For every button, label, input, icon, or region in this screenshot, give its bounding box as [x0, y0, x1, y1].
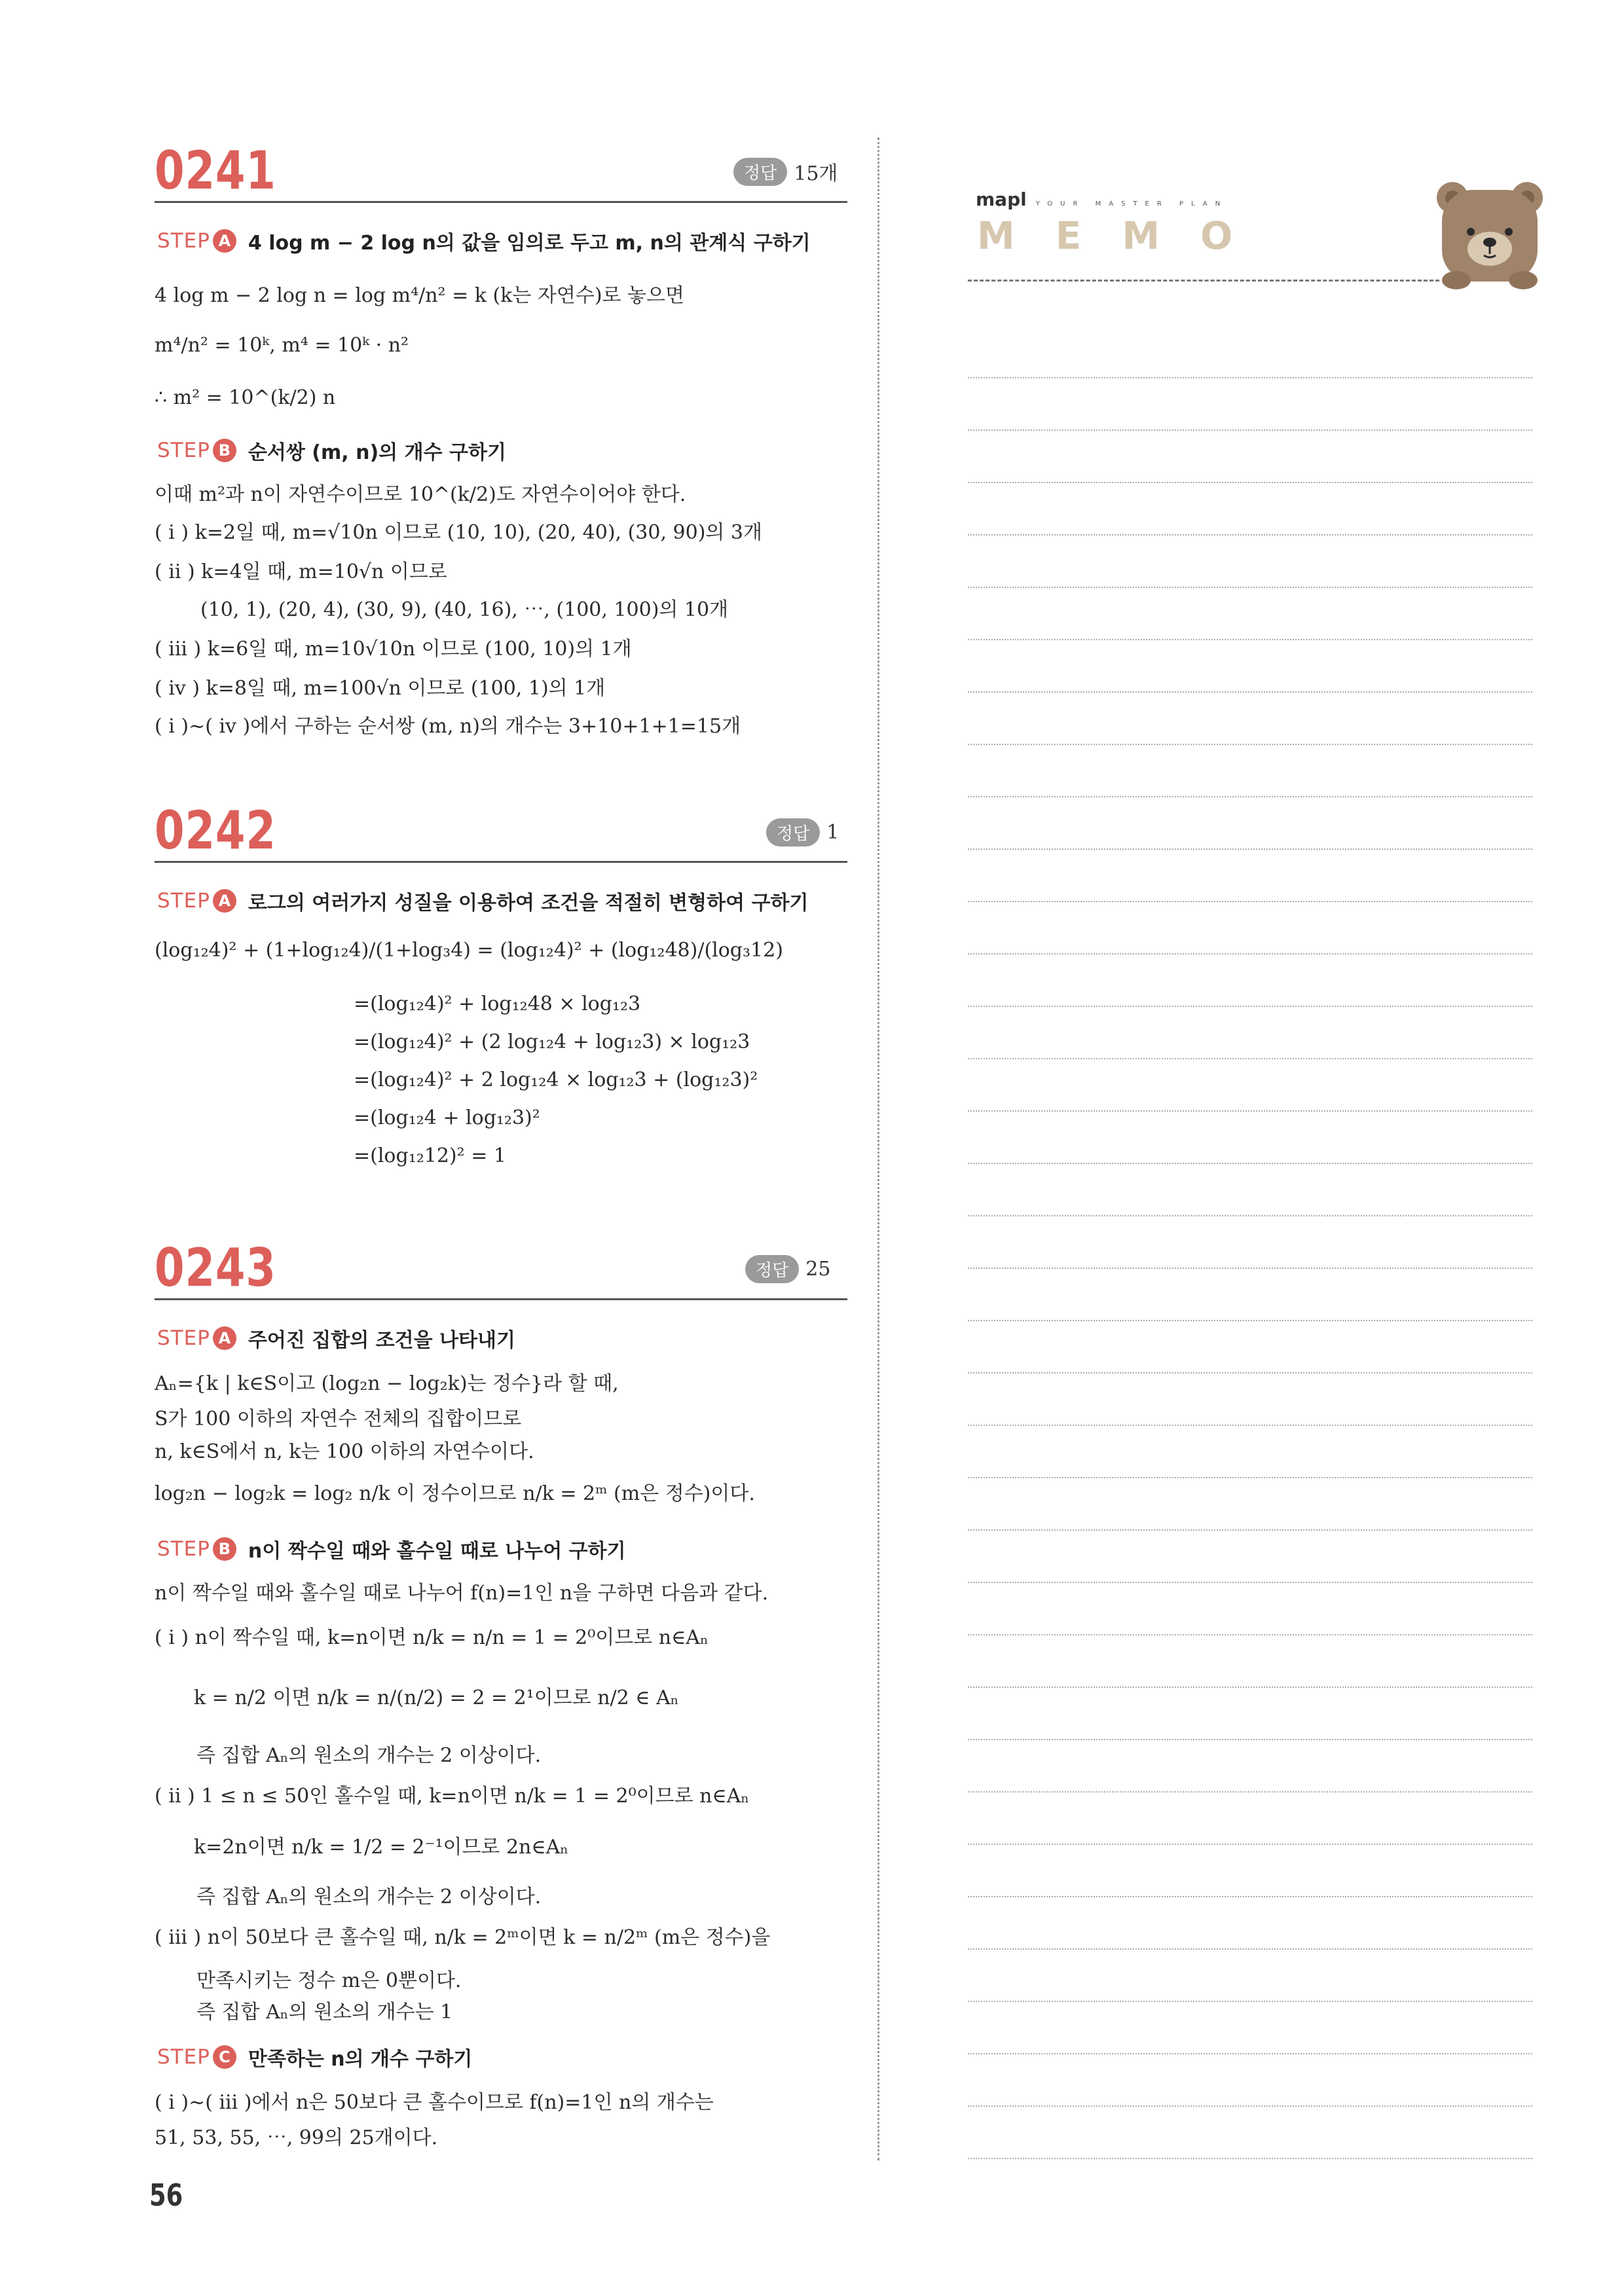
memo-title: MEMO	[977, 213, 1274, 258]
solution-line: =(log₁₂4)² + (2 log₁₂4 + log₁₂3) × log₁₂3	[354, 1030, 750, 1053]
solution-line: 4 log m − 2 log n = log m⁴/n² = k (k는 자연수)로 놓으면	[155, 284, 684, 307]
solution-line: ( iv ) k=8일 때, m=100√n 이므로 (100, 1)의 1개	[155, 677, 606, 700]
memo-brand: mapl	[976, 189, 1027, 210]
memo-line	[968, 2105, 1532, 2107]
step-heading: STEP A 로그의 여러가지 성질을 이용하여 조건을 적절히 변형하여 구하기	[157, 889, 809, 915]
solution-line: (10, 1), (20, 4), (30, 9), (40, 16), ⋯, (100, 100)의 10개	[200, 598, 729, 621]
memo-line	[968, 1739, 1532, 1740]
memo-dashed-rule	[968, 280, 1439, 282]
memo-line	[968, 691, 1532, 693]
solution-line: ( i )~( iii )에서 n은 50보다 큰 홀수이므로 f(n)=1인 n의 개수는	[155, 2091, 714, 2114]
step-heading: STEP C 만족하는 n의 개수 구하기	[157, 2045, 473, 2071]
solution-line: =(log₁₂12)² = 1	[354, 1144, 506, 1167]
memo-line	[968, 1948, 1532, 1950]
solution-line: ( ii ) k=4일 때, m=10√n 이므로	[155, 560, 447, 583]
memo-line	[968, 744, 1532, 745]
memo-line	[968, 848, 1532, 850]
memo-line	[968, 1110, 1532, 1112]
memo-line	[968, 1372, 1532, 1374]
solution-line: =(log₁₂4)² + log₁₂48 × log₁₂3	[354, 993, 641, 1015]
memo-line	[968, 1477, 1532, 1478]
solution-line: m⁴/n² = 10ᵏ, m⁴ = 10ᵏ · n²	[155, 334, 409, 357]
memo-line	[968, 534, 1532, 536]
memo-line	[968, 482, 1532, 483]
bear-mascot-icon	[1428, 175, 1552, 293]
memo-line	[968, 1844, 1532, 1845]
solution-line: ( iii ) n이 50보다 큰 홀수일 때, n/k = 2ᵐ이면 k = n/2ᵐ (m은 정수)을	[155, 1926, 771, 1949]
memo-header	[976, 189, 1228, 210]
section-rule	[155, 861, 847, 863]
memo-line	[968, 1320, 1532, 1321]
memo-line	[968, 1582, 1532, 1583]
memo-line	[968, 639, 1532, 640]
solution-line: k=2n이면 n/k = 1/2 = 2⁻¹이므로 2n∈Aₙ	[194, 1836, 569, 1859]
solution-line: 즉 집합 Aₙ의 원소의 개수는 2 이상이다.	[196, 1886, 542, 1908]
memo-line	[968, 1006, 1532, 1007]
memo-line	[968, 2053, 1532, 2054]
solution-line: ( ii ) 1 ≤ n ≤ 50인 홀수일 때, k=n이면 n/k = 1 = 2⁰이므로 n∈Aₙ	[155, 1785, 750, 1808]
section-rule	[155, 1298, 847, 1300]
answer-value: 15개	[794, 162, 838, 185]
solution-line: 51, 53, 55, ⋯, 99의 25개이다.	[155, 2126, 438, 2149]
memo-line	[968, 1896, 1532, 1897]
answer-0241	[733, 157, 838, 186]
solution-line: ( i ) k=2일 때, m=√10n 이므로 (10, 10), (20, 40), (30, 90)의 3개	[155, 521, 763, 544]
solution-line: 이때 m²과 n이 자연수이므로 10^(k/2)도 자연수이어야 한다.	[155, 483, 686, 506]
solution-line: =(log₁₂4)² + 2 log₁₂4 × log₁₂3 + (log₁₂3)²	[354, 1068, 758, 1091]
page-number: 56	[149, 2178, 183, 2213]
memo-tagline: YOUR MASTER PLAN	[1035, 200, 1228, 208]
solution-line: log₂n − log₂k = log₂ n/k 이 정수이므로 n/k = 2ᵐ (m은 정수)이다.	[155, 1482, 755, 1505]
memo-line	[968, 1058, 1532, 1059]
memo-line	[968, 1634, 1532, 1635]
column-divider	[877, 137, 879, 2160]
memo-line	[968, 2001, 1532, 2002]
solution-line: 만족시키는 정수 m은 0뿐이다.	[196, 1969, 462, 1992]
answer-badge: 정답	[745, 1255, 799, 1283]
step-heading: STEP A 주어진 집합의 조건을 나타내기	[157, 1326, 515, 1352]
answer-value: 1	[826, 821, 840, 844]
solution-line: Aₙ={k | k∈S이고 (log₂n − log₂k)는 정수}라 할 때,	[155, 1372, 619, 1395]
answer-0242	[766, 818, 839, 847]
solution-line: S가 100 이하의 자연수 전체의 집합이므로	[155, 1408, 522, 1430]
solution-line: 즉 집합 Aₙ의 원소의 개수는 2 이상이다.	[196, 1744, 542, 1767]
memo-line	[968, 901, 1532, 902]
memo-line	[968, 2158, 1532, 2159]
answer-badge: 정답	[766, 818, 820, 847]
solution-line: n이 짝수일 때와 홀수일 때로 나누어 f(n)=1인 n을 구하면 다음과 같다.	[155, 1582, 769, 1605]
memo-line	[968, 377, 1532, 378]
memo-line	[968, 1425, 1532, 1426]
solution-line: =(log₁₂4 + log₁₂3)²	[354, 1106, 540, 1129]
answer-badge: 정답	[733, 158, 787, 186]
problem-number-0242: 0242	[155, 800, 276, 861]
memo-line	[968, 1791, 1532, 1793]
solution-line: k = n/2 이면 n/k = n/(n/2) = 2 = 2¹이므로 n/2 ∈ Aₙ	[194, 1686, 679, 1709]
section-rule	[155, 201, 847, 203]
solution-line: ∴ m² = 10^(k/2) n	[155, 386, 336, 409]
solution-line: ( iii ) k=6일 때, m=10√10n 이므로 (100, 10)의 1개	[155, 638, 632, 661]
solution-line: ( i ) n이 짝수일 때, k=n이면 n/k = n/n = 1 = 2⁰이므로 n∈Aₙ	[155, 1626, 709, 1649]
step-heading: STEP B 순서쌍 (m, n)의 개수 구하기	[157, 439, 506, 464]
problem-number-0241: 0241	[155, 140, 276, 201]
step-heading: STEP A 4 log m − 2 log n의 값을 임의로 두고 m, n의 관계식 구하기	[157, 229, 811, 255]
step-heading: STEP B n이 짝수일 때와 홀수일 때로 나누어 구하기	[157, 1537, 626, 1563]
memo-line	[968, 1215, 1532, 1216]
problem-number-0243: 0243	[155, 1237, 276, 1298]
solution-line: ( i )~( iv )에서 구하는 순서쌍 (m, n)의 개수는 3+10+1+1=15개	[155, 715, 741, 738]
memo-line	[968, 429, 1532, 431]
answer-value: 25	[805, 1258, 831, 1281]
memo-line	[968, 1529, 1532, 1531]
memo-line	[968, 1686, 1532, 1688]
memo-line	[968, 587, 1532, 588]
memo-line	[968, 1267, 1532, 1269]
answer-0243	[745, 1255, 830, 1283]
memo-line	[968, 1163, 1532, 1164]
solution-line: 즉 집합 Aₙ의 원소의 개수는 1	[196, 2001, 453, 2024]
solution-line: n, k∈S에서 n, k는 100 이하의 자연수이다.	[155, 1440, 534, 1463]
memo-line	[968, 953, 1532, 955]
solution-line: (log₁₂4)² + (1+log₁₂4)/(1+log₃4) = (log₁₂4)² + (log₁₂48)/(log₃12)	[155, 939, 783, 962]
memo-line	[968, 796, 1532, 797]
